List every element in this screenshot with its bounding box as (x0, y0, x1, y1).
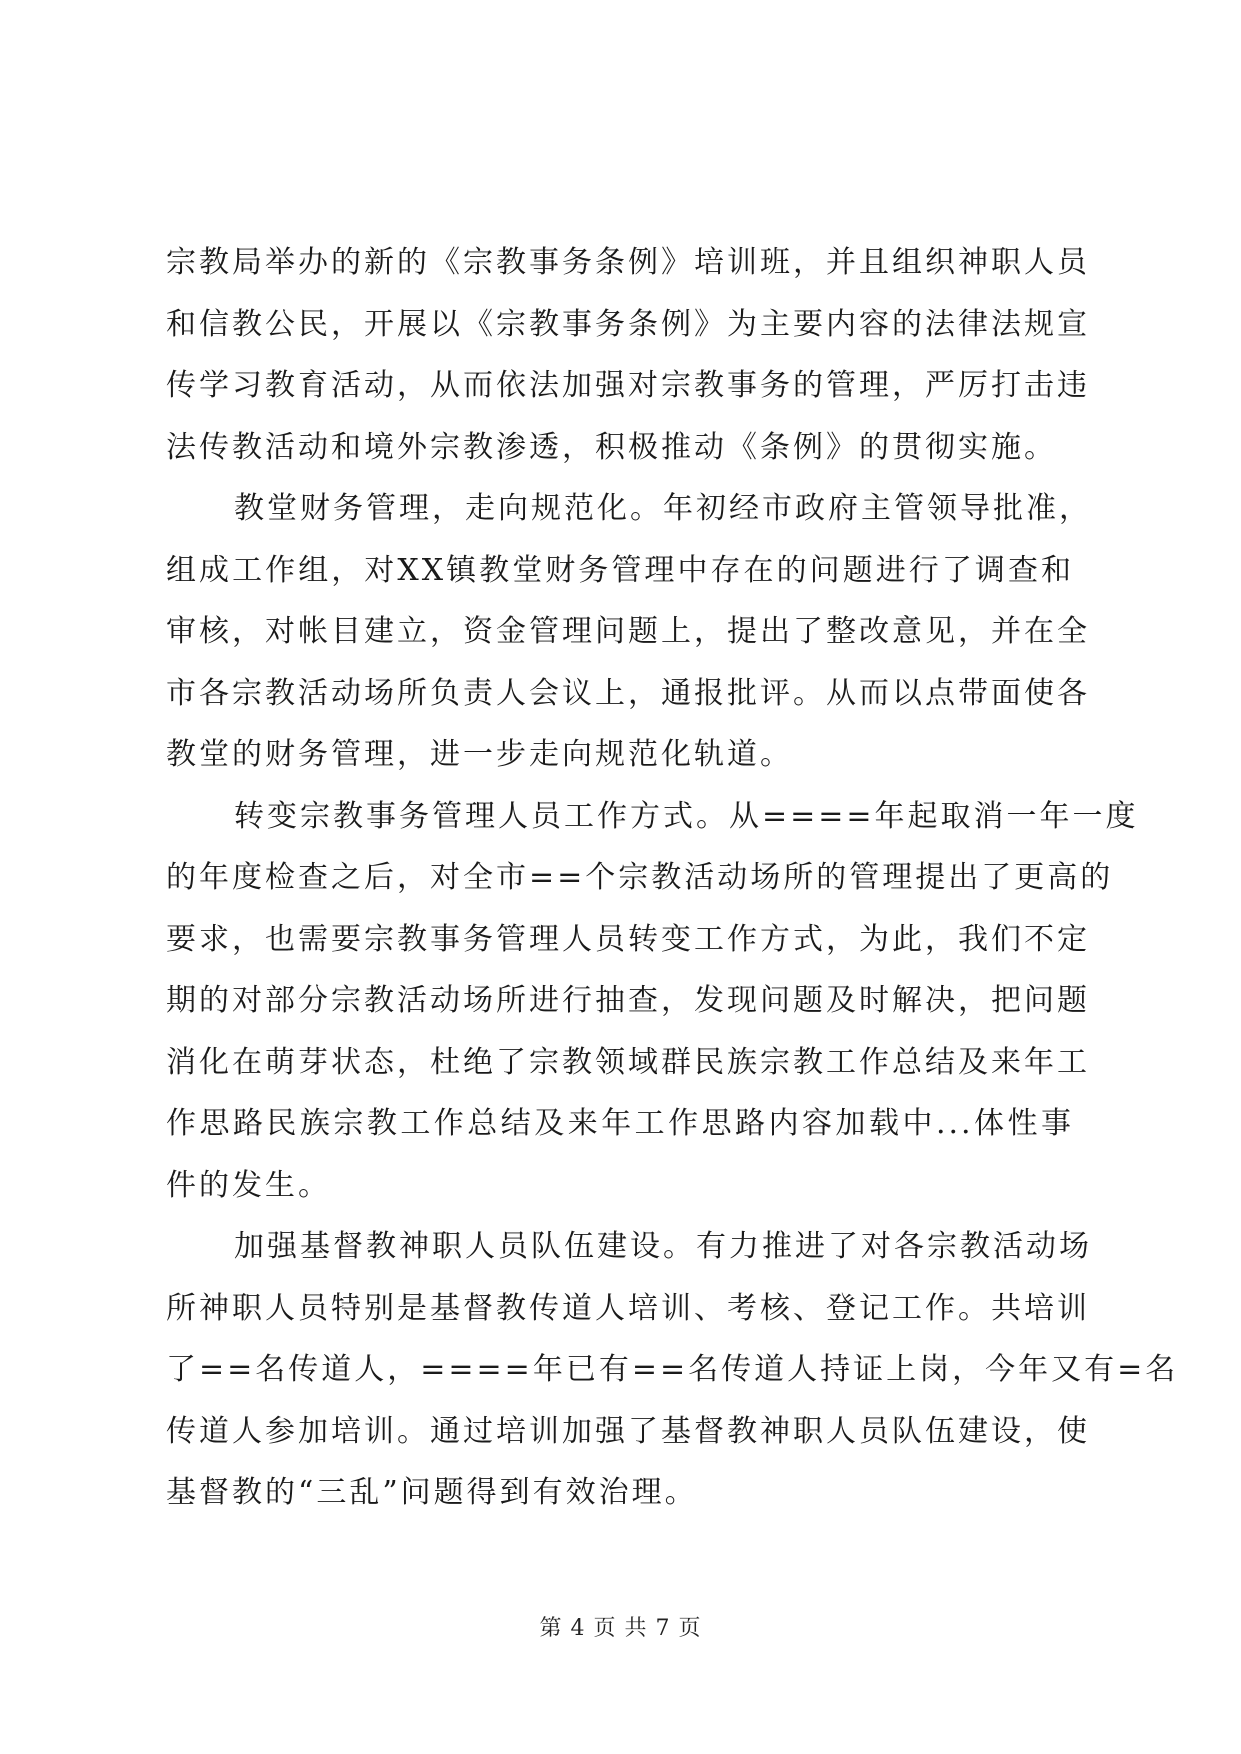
text-line: 传学习教育活动，从而依法加强对宗教事务的管理，严厉打击违 (166, 368, 1090, 403)
text-line: 法传教活动和境外宗教渗透，积极推动《条例》的贯彻实施。 (166, 429, 1057, 465)
text-line: 宗教局举办的新的《宗教事务条例》培训班，并且组织神职人员 (166, 245, 1090, 280)
text-line: 审核，对帐目建立，资金管理问题上，提出了整改意见，并在全 (166, 614, 1090, 649)
text-line: 市各宗教活动场所负责人会议上，通报批评。从而以点带面使各 (166, 675, 1090, 711)
text-line: 组成工作组，对XX镇教堂财务管理中存在的问题进行了调查和 (166, 552, 1074, 588)
text-line: 的年度检查之后，对全市==个宗教活动场所的管理提出了更高的 (166, 860, 1114, 895)
text-line: 件的发生。 (166, 1167, 331, 1203)
text-line: 消化在萌芽状态，杜绝了宗教领域群民族宗教工作总结及来年工 (166, 1044, 1090, 1080)
paragraph-1 (166, 232, 1090, 478)
text-line: 要求，也需要宗教事务管理人员转变工作方式，为此，我们不定 (166, 921, 1090, 957)
paragraph-2 (166, 478, 1092, 786)
text-line: 作思路民族宗教工作总结及来年工作思路内容加载中...体性事 (166, 1106, 1074, 1141)
text-line: 基督教的“三乱”问题得到有效治理。 (166, 1475, 698, 1510)
text-line: 教堂财务管理，走向规范化。年初经市政府主管领导批准， (234, 491, 1092, 526)
text-line: 传道人参加培训。通过培训加强了基督教神职人员队伍建设，使 (166, 1413, 1090, 1449)
text-line: 教堂的财务管理，进一步走向规范化轨道。 (166, 737, 793, 772)
text-line: 和信教公民，开展以《宗教事务条例》为主要内容的法律法规宣 (166, 306, 1090, 342)
text-line: 了==名传道人，====年已有==名传道人持证上岗，今年又有=名 (166, 1352, 1179, 1387)
text-line: 加强基督教神职人员队伍建设。有力推进了对各宗教活动场 (234, 1229, 1092, 1264)
page-number-footer: 第 4 页 共 7 页 (539, 1616, 702, 1641)
document-body (166, 232, 1179, 1524)
paragraph-4 (166, 1216, 1179, 1524)
text-line: 期的对部分宗教活动场所进行抽查，发现问题及时解决，把问题 (166, 983, 1090, 1018)
text-line: 转变宗教事务管理人员工作方式。从====年起取消一年一度 (234, 798, 1139, 834)
paragraph-3 (166, 786, 1139, 1217)
text-line: 所神职人员特别是基督教传道人培训、考核、登记工作。共培训 (166, 1290, 1090, 1326)
